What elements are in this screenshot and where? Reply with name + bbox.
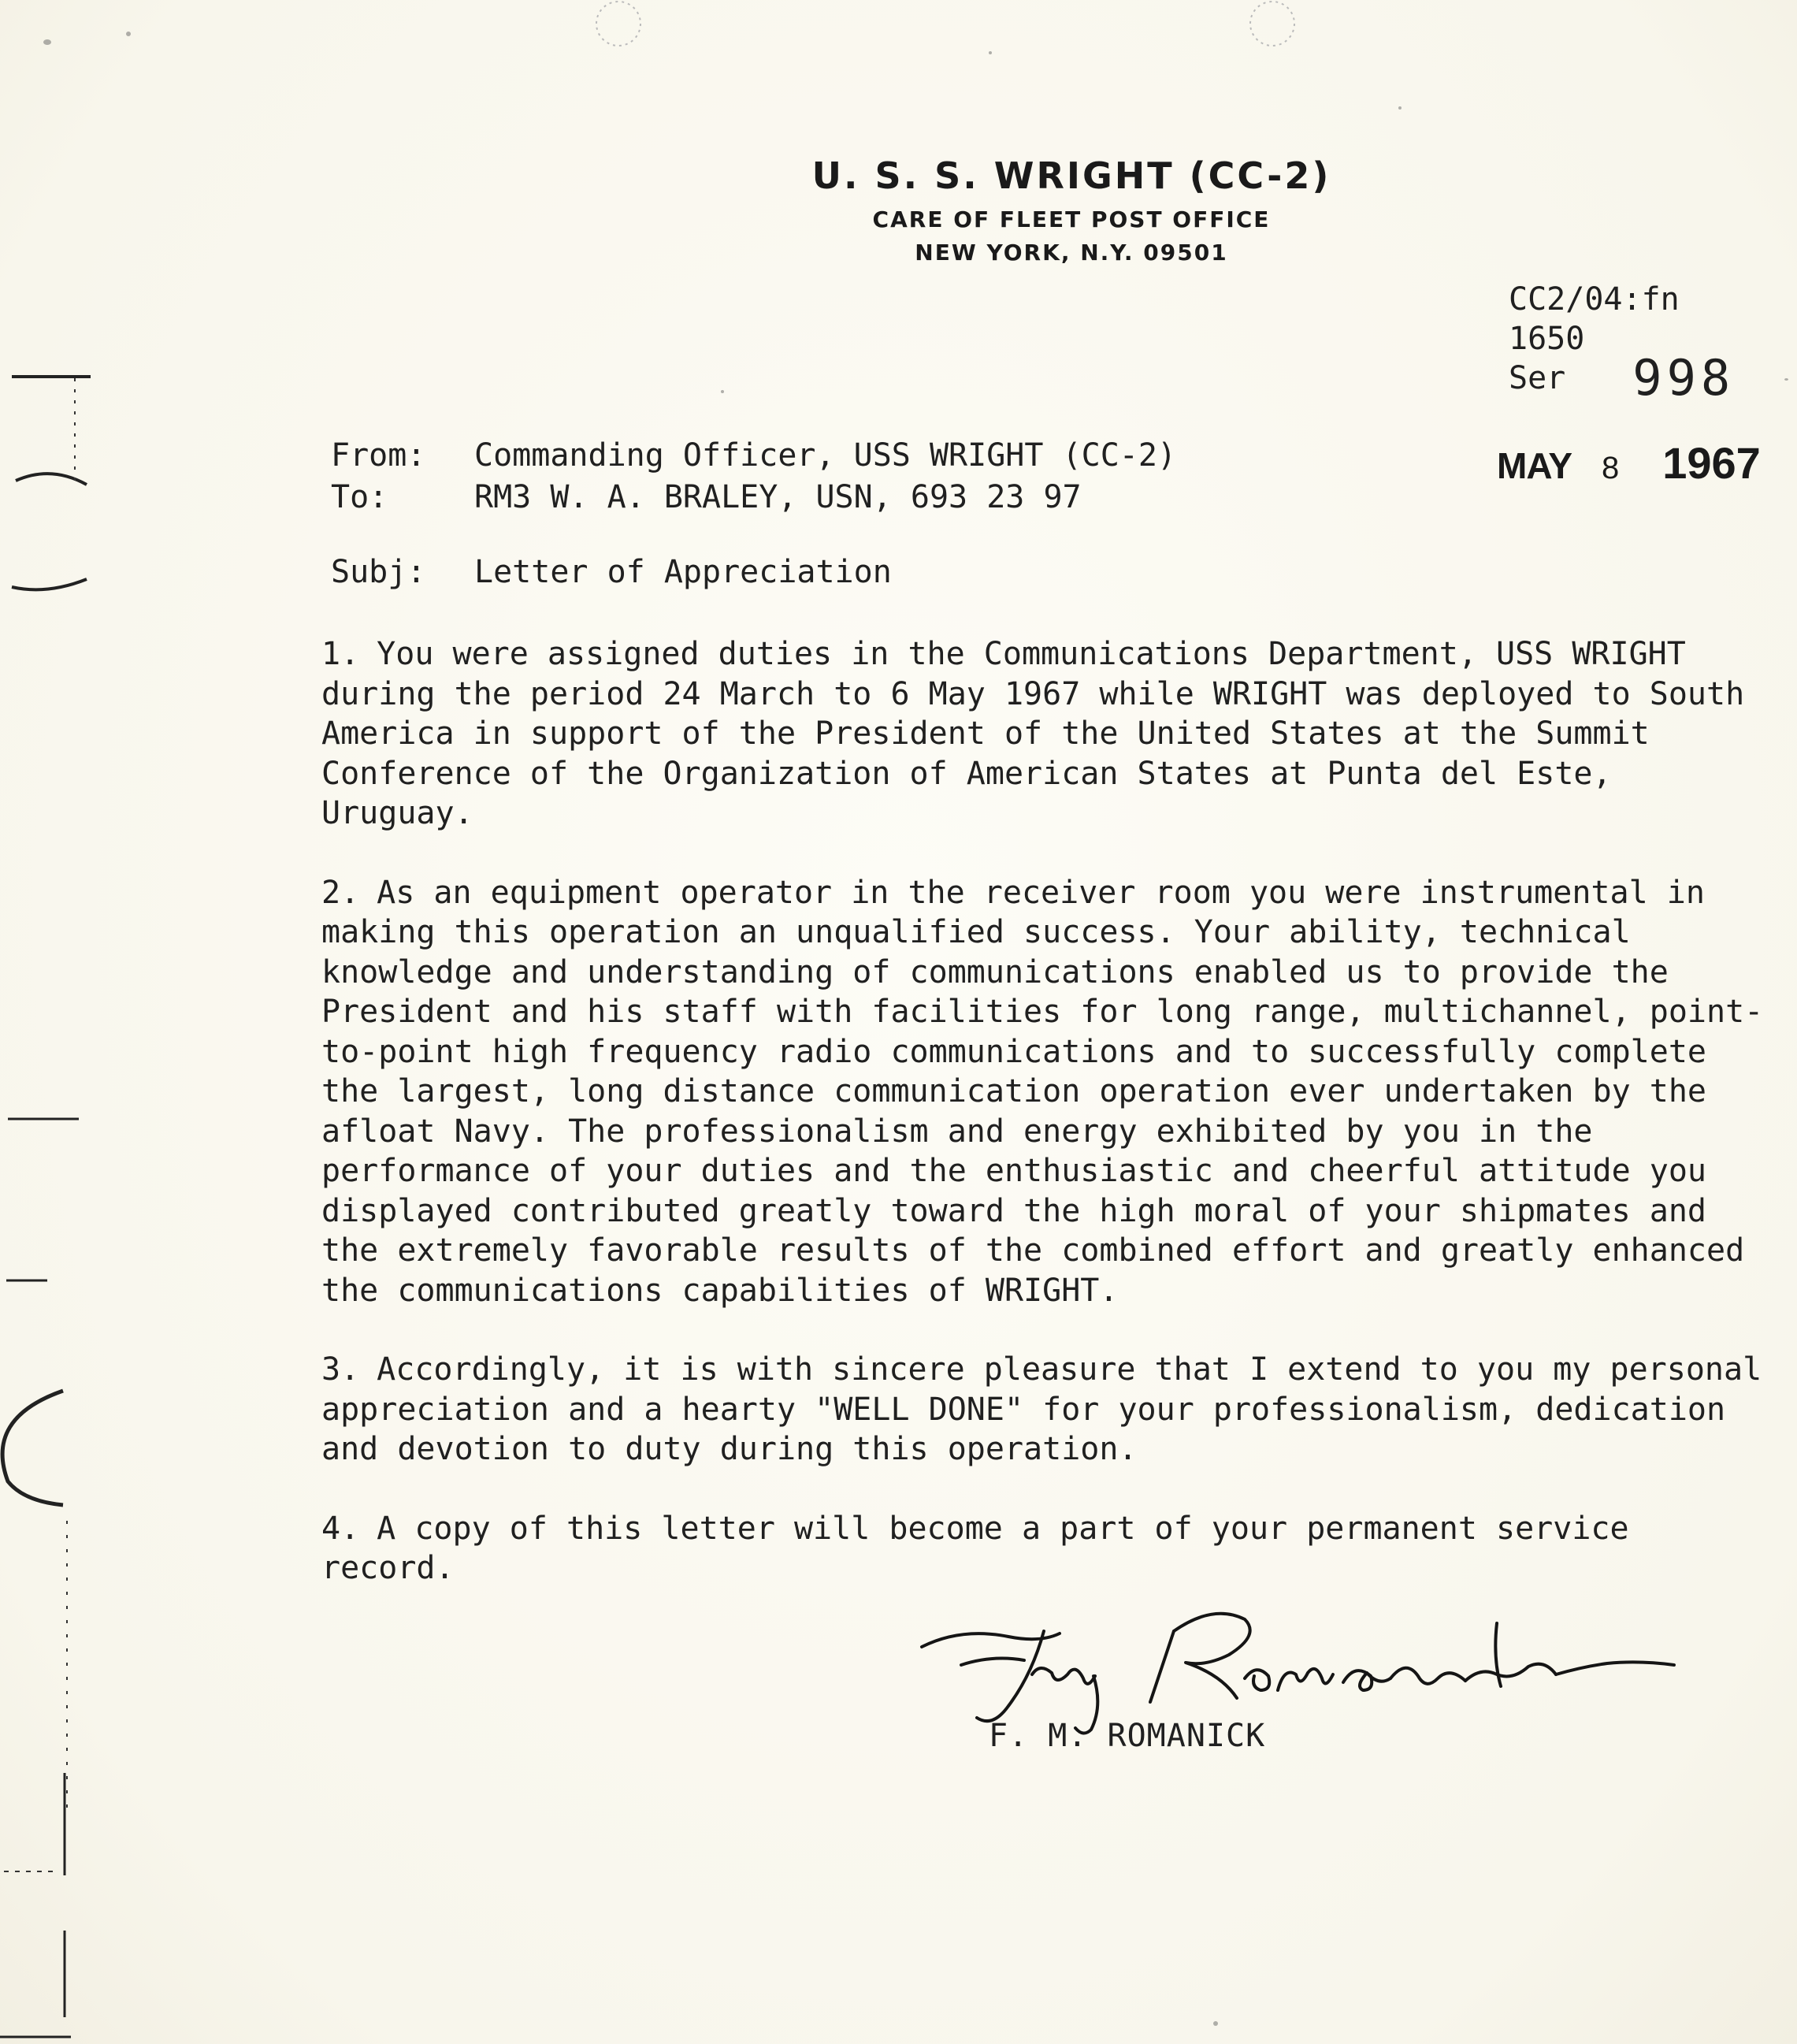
punch-hole-mark [591,0,646,55]
paper-speck [1213,2021,1218,2026]
letterhead-address-line1: CARE OF FLEET POST OFFICE [872,206,1271,232]
paper-speck [1398,106,1402,110]
reference-number: 1650 [1509,321,1585,357]
subject-row [331,552,1176,593]
date-stamp [1497,437,1761,489]
paragraph-1 [321,634,1779,834]
paragraph-3 [321,1350,1779,1470]
paragraph-text: A copy of this letter will become a part of your permanent service record. [321,1510,1629,1586]
date-month: MAY [1497,445,1572,486]
paragraph-4 [321,1509,1779,1589]
paper-speck [989,51,992,54]
punch-hole-mark [1245,0,1300,55]
paragraph-number: 3. [321,1351,360,1388]
paper-speck [43,39,51,45]
paragraph-number: 2. [321,874,360,911]
paper-speck [126,32,131,36]
from-value: Commanding Officer, USS WRIGHT (CC-2) [474,437,1177,474]
serial-row [1509,349,1736,407]
serial-label: Ser [1509,360,1566,396]
paragraph-text: As an equipment operator in the receiver room you were instrumental in making this operation an unqualified success. Your ability, technical knowledge and understanding of communications enabled us to provide the President and his staff with facilities for long range, multichannel, point-to-point high frequency radio communications and to successfully complete the largest, long distance communication operation ever undertaken by the afloat Navy. The professionalism and energy exhibited by you in the performance of your duties and the enthusiastic and cheerful attitude you displayed contributed greatly toward the high moral of your shipmates and the extremely favorable results of the combined effort and greatly enhanced the communications capabilities of WRIGHT. [321,874,1764,1309]
letterhead-address-line2: NEW YORK, N.Y. 09501 [915,240,1228,266]
memo-header [331,435,1176,593]
reference-block [1509,280,1736,407]
date-day: 8 [1602,451,1620,485]
paragraph-number: 4. [321,1510,360,1547]
to-label: To: [331,479,388,515]
date-year: 1967 [1662,438,1761,488]
reference-code: CC2/04:fn [1509,281,1680,318]
letter-body [321,634,1779,1628]
handwritten-signature [914,1588,1686,1737]
paragraph-text: Accordingly, it is with sincere pleasure that I extend to you my personal appreciation and a hearty "WELL DONE" for your professionalism, dedication and devotion to duty during this operation. [321,1351,1762,1467]
paragraph-2 [321,873,1779,1311]
subject-label: Subj: [331,554,426,590]
letterhead [756,148,1387,269]
serial-number: 998 [1632,349,1736,407]
from-row [331,435,1176,477]
signatory-typed-name: F. M. ROMANICK [989,1718,1266,1754]
paragraph-number: 1. [321,636,360,672]
letterhead-ship-name: U. S. S. WRIGHT (CC-2) [811,154,1331,197]
paper-speck [1784,378,1788,381]
from-label: From: [331,437,426,474]
to-row [331,477,1176,518]
paragraph-text: You were assigned duties in the Communications Department, USS WRIGHT during the period 24 March to 6 May 1967 while WRIGHT was deployed to South America in support of the President of the United States at the Summit Conference of the Organization of American States at Punta del Este, Uruguay. [321,636,1745,831]
binder-edge-marks [0,0,110,2044]
to-value: RM3 W. A. BRALEY, USN, 693 23 97 [474,479,1082,515]
paper-speck [721,390,724,393]
subject-value: Letter of Appreciation [474,554,892,590]
